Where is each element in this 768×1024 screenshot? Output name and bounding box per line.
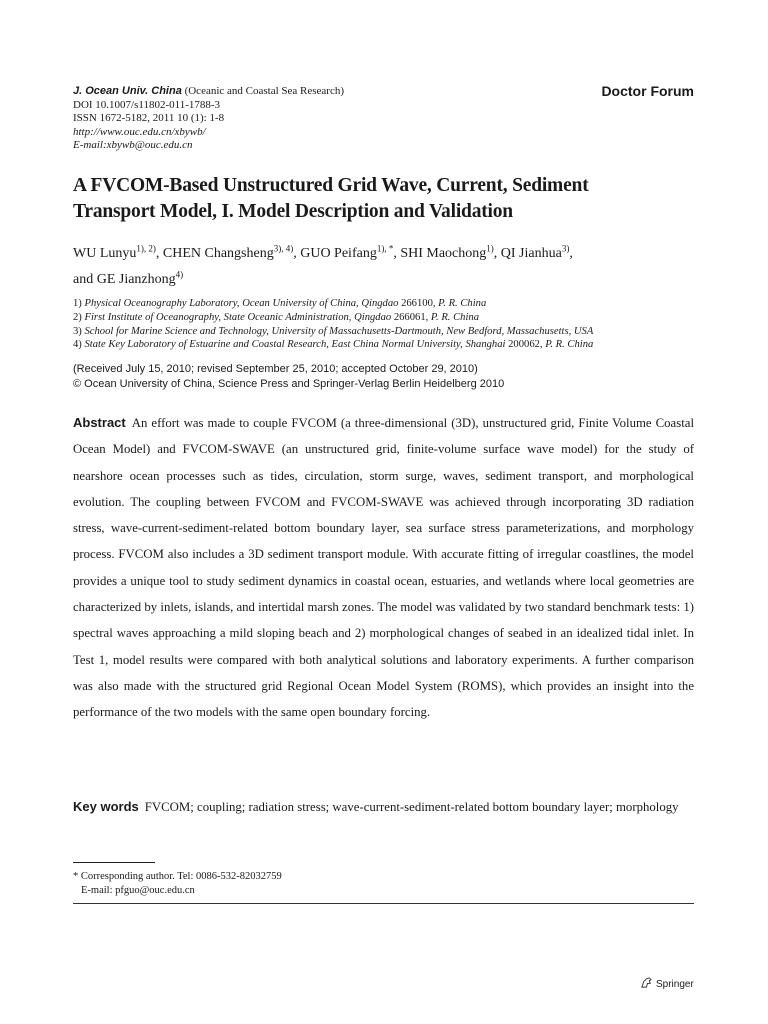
affiliation-postcode: 200062,	[505, 339, 546, 351]
corresponding-author: * Corresponding author. Tel: 0086-532-82032759	[73, 871, 282, 882]
author-affil: 3)	[561, 243, 570, 253]
affiliation	[73, 297, 698, 311]
affiliation-institution: School for Marine Science and Technology, University of Massachusetts-Dartmouth, New Bedford, Massachusetts, USA	[84, 325, 594, 337]
author-sep: ,	[393, 245, 401, 261]
author-name: GUO Peifang	[300, 245, 377, 261]
affiliation-institution: First Institute of Oceanography, State Oceanic Administration, Qingdao	[84, 311, 392, 323]
affiliation-country: P. R. China	[430, 311, 479, 323]
publication-dates	[73, 362, 693, 391]
affiliation-number: 2)	[73, 311, 85, 323]
author-name: CHEN Changsheng	[162, 245, 274, 261]
journal-name: J. Ocean Univ. China	[73, 85, 182, 97]
author	[73, 269, 184, 287]
copyright-line: © Ocean University of China, Science Press and Springer-Verlag Berlin Heidelberg 2010	[73, 377, 505, 390]
author-name: SHI Maochong	[400, 245, 487, 261]
author-list	[73, 238, 698, 290]
affiliation	[73, 338, 698, 352]
abstract-text: An effort was made to couple FVCOM (a three-dimensional (3D), unstructured grid, Finite Volume Coastal Ocean Model) and FVCOM-SWAVE (an unstructured grid, finite-volume surface wave model) for the study of nearshore ocean processes such as tides, circulation, storm surge, waves, sediment transport, and morphological evolution. The coupling between FVCOM and FVCOM-SWAVE was achieved through incorporating 3D radiation stress, wave-current-sediment-related bottom boundary layer, sea surface stress parameterizations, and morphology process. FVCOM also includes a 3D sediment transport module. With accurate fitting of irregular coastlines, the model provides a unique tool to study sediment dynamics in coastal ocean, estuaries, and wetlands where local geometries are characterized by inlets, islands, and intertidal marsh zones. The model was validated by two standard benchmark tests: 1) spectral waves approaching a mild sloping beach and 2) morphological changes of seabed in an idealized tidal inlet. In Test 1, model results were compared with both analytical solutions and laboratory experiments. A further comparison was also made with the structured grid Regional Ocean Model System (ROMS), which provides an insight into the performance of the two models with the same open boundary forcing.	[73, 416, 694, 720]
section-label: Doctor Forum	[601, 83, 694, 99]
affiliation	[73, 311, 698, 325]
affiliation-number: 3)	[73, 325, 85, 337]
footnote-rule	[73, 862, 155, 863]
keywords-text: FVCOM; coupling; radiation stress; wave-current-sediment-related bottom boundary layer; morphology	[144, 800, 679, 814]
journal-email[interactable]: E-mail:xbywb@ouc.edu.cn	[73, 139, 193, 152]
author	[162, 243, 301, 261]
author	[400, 243, 501, 261]
author-sep: ,	[493, 245, 501, 261]
publisher-name: Springer	[656, 978, 694, 990]
issn: ISSN 1672-5182, 2011 10 (1): 1-8	[73, 112, 225, 125]
journal-line	[73, 85, 593, 99]
author-affil: 4)	[175, 269, 184, 280]
author-sep: ,	[293, 245, 301, 261]
author-sep: ,	[155, 245, 163, 261]
affiliation-country: P. R. China	[438, 298, 487, 309]
author-name: WU Lunyu	[73, 245, 137, 261]
author	[500, 243, 573, 261]
author-sep: ,	[569, 245, 573, 261]
affiliation-postcode: 266061,	[391, 311, 431, 323]
author	[73, 243, 163, 261]
abstract-label: Abstract	[73, 415, 126, 430]
abstract	[73, 410, 694, 726]
bottom-rule	[73, 903, 694, 904]
affiliation-postcode: 266100,	[398, 298, 439, 309]
affiliation-institution: Physical Oceanography Laboratory, Ocean University of China, Qingdao	[84, 298, 399, 309]
author-name: QI Jianhua	[500, 245, 562, 261]
author-affil: 3), 4)	[273, 243, 294, 253]
affiliation-number: 1)	[73, 298, 85, 309]
author-affil: 1), *	[376, 243, 394, 253]
publisher-logo	[640, 976, 696, 992]
author-affil: 1), 2)	[136, 243, 156, 253]
footnote	[73, 870, 473, 898]
corresponding-email: E-mail: pfguo@ouc.edu.cn	[81, 885, 195, 896]
keywords	[73, 791, 694, 823]
journal-info	[73, 85, 593, 153]
springer-horse-icon	[640, 976, 653, 992]
affiliations	[73, 297, 698, 352]
title-line-2: Transport Model, I. Model Description and Validation	[73, 201, 513, 222]
affiliation-institution: State Key Laboratory of Estuarine and Coastal Research, East China Normal University, Shanghai	[84, 339, 506, 351]
affiliation	[73, 325, 698, 339]
keywords-label: Key words	[73, 799, 139, 814]
affiliation-country: P. R. China	[545, 339, 594, 351]
paper-title	[73, 173, 693, 225]
doi: DOI 10.1007/s11802-011-1788-3	[73, 98, 221, 111]
affiliation-number: 4)	[73, 339, 85, 351]
received-dates: (Received July 15, 2010; revised September 25, 2010; accepted October 29, 2010)	[73, 363, 478, 375]
author	[300, 243, 401, 261]
author-name: and GE Jianzhong	[73, 271, 176, 287]
journal-url[interactable]: http://www.ouc.edu.cn/xbywb/	[73, 125, 206, 138]
title-line-1: A FVCOM-Based Unstructured Grid Wave, Current, Sediment	[73, 175, 589, 196]
journal-subtitle: (Oceanic and Coastal Sea Research)	[181, 85, 345, 97]
author-affil: 1)	[486, 243, 494, 253]
